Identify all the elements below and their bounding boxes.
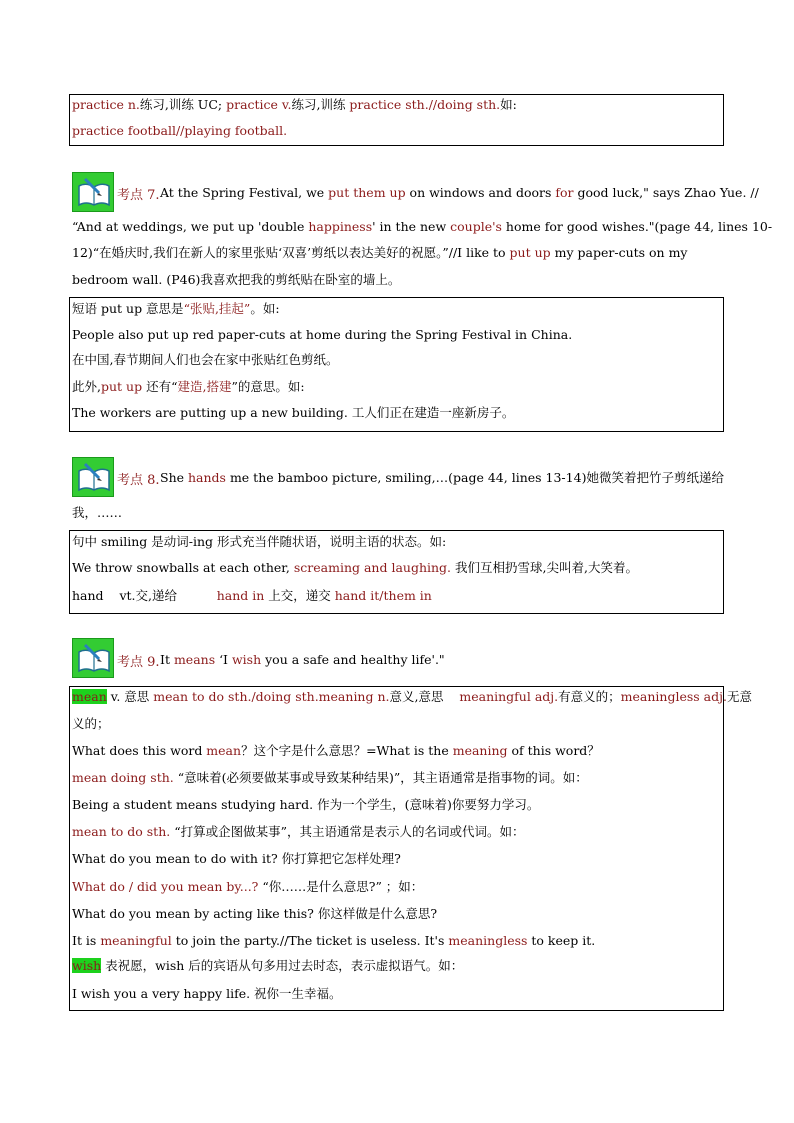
text: We throw snowballs at each other, — [72, 560, 294, 575]
text-line — [160, 185, 759, 201]
text-line: Being a student means studying hard. 作为一个学生，(意味着)你要努力学习。 — [72, 797, 540, 812]
text-line: 义的； — [72, 716, 110, 731]
term: meaningful — [100, 933, 172, 948]
text: What does this word — [72, 743, 207, 758]
term: What do / did you mean by...? — [72, 879, 259, 894]
text-line — [72, 770, 588, 786]
term: “张贴,挂起” — [183, 301, 251, 316]
text-line — [72, 97, 517, 113]
term: practice n. — [72, 97, 140, 112]
text: ？这个字是什么意思？=What is the — [241, 743, 453, 758]
text: to keep it. — [527, 933, 596, 948]
text: 还有“ — [142, 379, 178, 394]
term: mean to do sth./doing sth.meaning n. — [153, 689, 390, 704]
text-line — [72, 743, 600, 759]
text: It — [160, 652, 174, 667]
term: practice sth.//doing sth. — [349, 97, 501, 112]
text: She — [160, 470, 188, 485]
text-line: What do you mean to do with it? 你打算把它怎样处理? — [72, 851, 401, 866]
text-line — [72, 219, 772, 235]
text-line — [72, 588, 432, 604]
text: It is — [72, 933, 101, 948]
text: you a safe and healthy life'." — [261, 652, 445, 667]
term: screaming and laughing. — [293, 560, 452, 575]
term: put up — [100, 379, 143, 394]
text: hand vt.交,递给 — [72, 588, 217, 603]
highlighted-term: wish — [72, 958, 102, 973]
text: of this word？ — [507, 743, 600, 758]
term: 建造,搭建 — [177, 379, 232, 394]
text-line: I wish you a very happy life. 祝你一生幸福。 — [72, 986, 342, 1001]
text-line — [160, 652, 445, 668]
text: 无意 — [726, 689, 752, 704]
term: meaningless — [448, 933, 528, 948]
term: hand it/them in — [334, 588, 432, 603]
term: for — [555, 185, 574, 200]
text: 表祝愿，wish 后的宾语从句多用过去时态，表示虚拟语气。如： — [101, 958, 464, 973]
text: “And at weddings, we put up 'double — [72, 219, 309, 234]
book-icon — [72, 457, 114, 497]
text-line — [72, 245, 688, 261]
term: hands — [188, 470, 226, 485]
book-icon — [72, 172, 114, 212]
kaodian-label: 考点 7. — [117, 188, 160, 203]
text: 练习,训练 — [291, 97, 350, 112]
text-line: The workers are putting up a new building. 工人们正在建造一座新房子。 — [72, 405, 515, 420]
text: At the Spring Festival, we — [160, 185, 329, 200]
text-line: 句中 smiling 是动词-ing 形式充当伴随状语，说明主语的状态。如: — [72, 534, 447, 549]
text-line — [160, 470, 724, 486]
term: practice v. — [226, 97, 292, 112]
text-line — [72, 879, 423, 895]
term: happiness — [308, 219, 373, 234]
term: means — [173, 652, 216, 667]
text-line — [72, 379, 305, 395]
term: meaningful adj. — [459, 689, 559, 704]
term: meaningless adj. — [620, 689, 727, 704]
term: put up — [509, 245, 551, 260]
text: ”的意思。如: — [231, 379, 305, 394]
text: on windows and doors — [405, 185, 556, 200]
term: meaning — [452, 743, 508, 758]
term: mean — [206, 743, 242, 758]
text-line — [72, 958, 463, 974]
text: v. 意思 — [106, 689, 154, 704]
text: my paper-cuts on my — [550, 245, 688, 260]
text: to join the party.//The ticket is useless. It's — [171, 933, 449, 948]
term: wish — [231, 652, 262, 667]
highlighted-term: mean — [72, 689, 107, 704]
text-line: 在中国,春节期间人们也会在家中张贴红色剪纸。 — [72, 352, 339, 367]
text: ' in the new — [372, 219, 451, 234]
text: 练习,训练 UC; — [139, 97, 227, 112]
text: ‘I — [215, 652, 232, 667]
text-line — [72, 560, 638, 576]
text-line — [72, 301, 280, 317]
text: “你……是什么意思?” ；如： — [258, 879, 424, 894]
text-line: bedroom wall. (P46)我喜欢把我的剪纸贴在卧室的墙上。 — [72, 272, 401, 287]
text-line: 我，…… — [72, 505, 123, 520]
text-line — [72, 824, 524, 840]
text: me the bamboo picture, smiling,…(page 44, lines 13-14)她微笑着把竹子剪纸递给 — [225, 470, 724, 485]
text: “意味着(必须要做某事或导致某种结果)”，其主语通常是指事物的词。如： — [173, 770, 588, 785]
term: put them up — [328, 185, 406, 200]
text: home for good wishes."(page 44, lines 10- — [501, 219, 773, 234]
term: hand in — [216, 588, 265, 603]
book-icon — [72, 638, 114, 678]
text: good luck," says Zhao Yue. // — [573, 185, 759, 200]
text: 上交，递交 — [264, 588, 335, 603]
text: 12)“在婚庆时,我们在新人的家里张贴‘双喜’剪纸以表达美好的祝愿。”//I like to — [72, 245, 510, 260]
text-line — [72, 933, 595, 949]
text-line: People also put up red paper-cuts at home during the Spring Festival in China. — [72, 327, 573, 342]
term: mean to do sth. — [72, 824, 171, 839]
kaodian-label: 考点 8. — [117, 473, 160, 488]
text: 我们互相扔雪球,尖叫着,大笑着。 — [451, 560, 638, 575]
text: 有意义的； — [558, 689, 621, 704]
kaodian-label: 考点 9. — [117, 655, 160, 670]
text: 。如: — [250, 301, 280, 316]
text-line: What do you mean by acting like this? 你这样做是什么意思? — [72, 906, 438, 921]
text: 如: — [500, 97, 517, 112]
text-line — [72, 689, 752, 705]
term: mean doing sth. — [72, 770, 174, 785]
text: 短语 put up 意思是 — [72, 301, 184, 316]
text: “打算或企图做某事”，其主语通常是表示人的名词或代词。如： — [170, 824, 525, 839]
text: 意义,意思 — [389, 689, 460, 704]
text: 此外, — [72, 379, 101, 394]
term: couple's — [450, 219, 502, 234]
text-line: practice football//playing football. — [72, 123, 288, 138]
